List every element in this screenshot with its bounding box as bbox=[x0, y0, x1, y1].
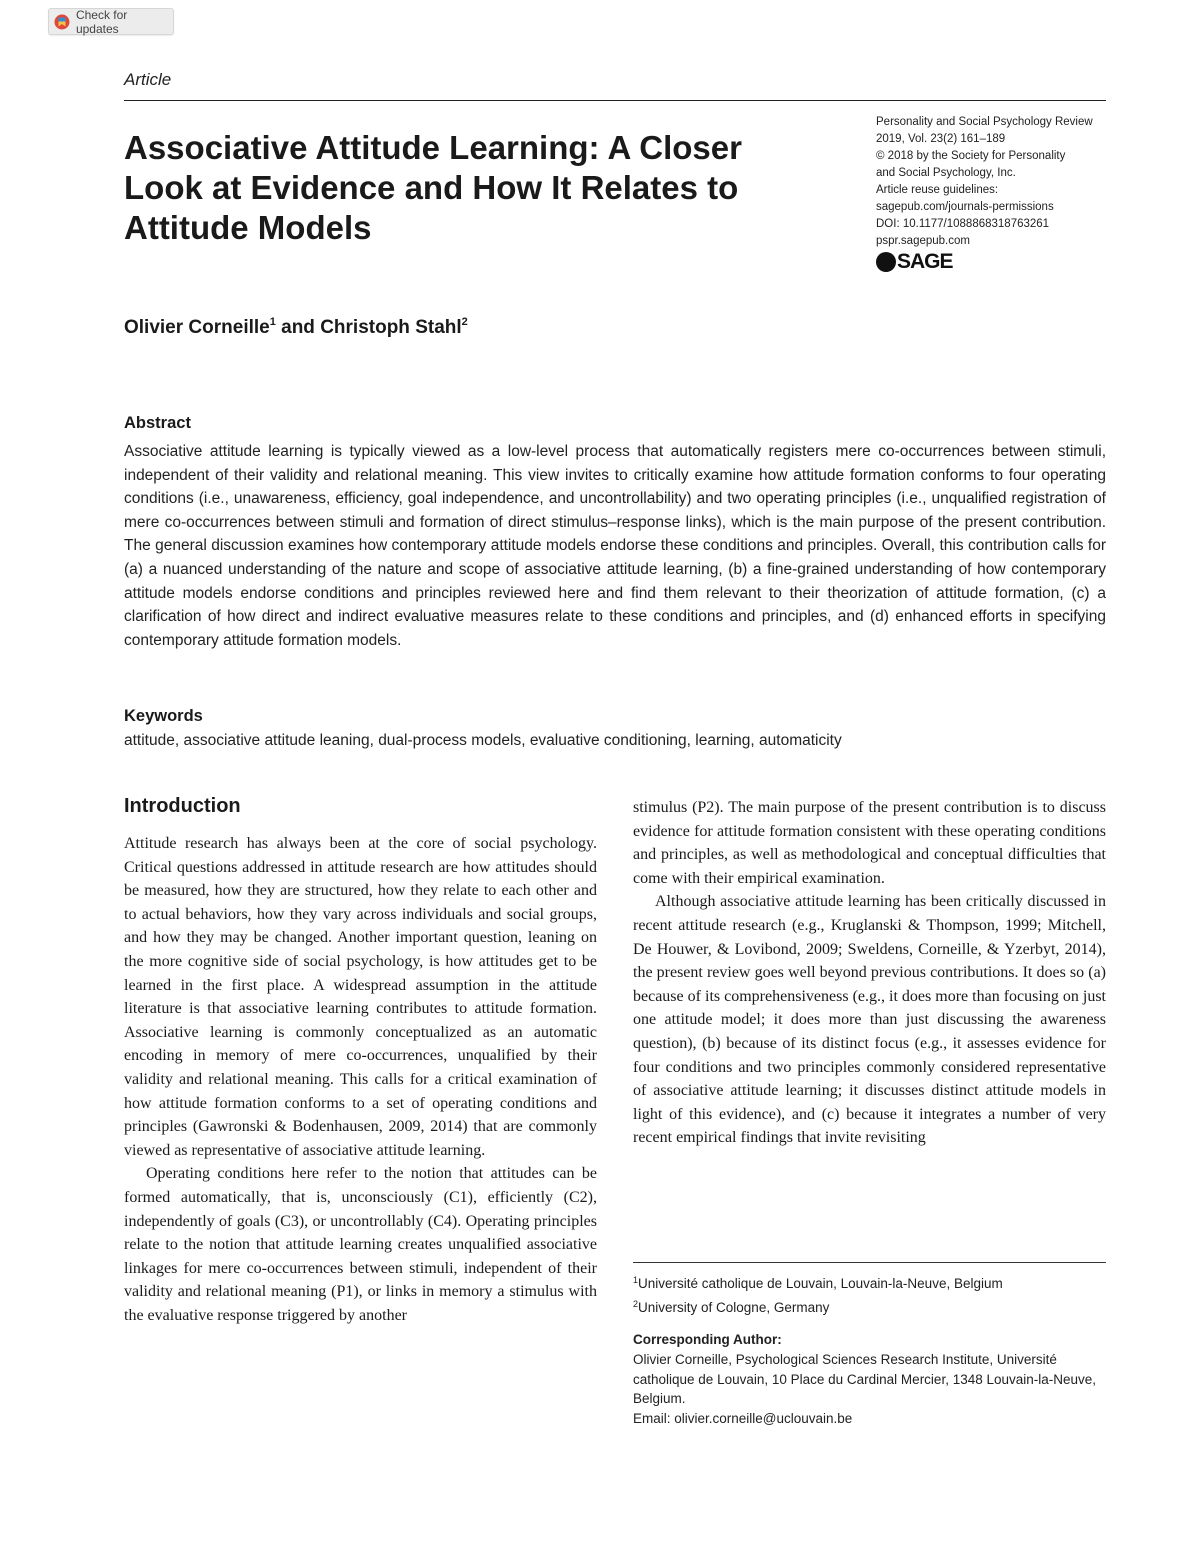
author-1-affiliation: 1 bbox=[269, 316, 276, 328]
intro-paragraph-1: Attitude research has always been at the core of social psychology. Critical questions addressed in attitude research are how attitudes should be measured, how they are structured, how they relate to each other and to actual behaviors, how they vary across individuals and social groups, and how they may be changed. Another important question, leaning on the more cognitive side of social psychology, is how attitudes get to be learned in the first place. A widespread assumption in the attitude literature is that associative learning contributes to attitude formation. Associative learning is commonly conceptualized as an automatic encoding in memory of mere co-occurrences, unqualified by their validity and relational meaning. This calls for a critical examination of how attitude formation conforms to a set of operating conditions and principles (Gawronski & Bodenhausen, 2009, 2014) that are commonly viewed as representative of associative attitude learning. bbox=[124, 835, 597, 1159]
sage-logo-text: SAGE bbox=[897, 250, 953, 273]
keywords-heading: Keywords bbox=[124, 707, 203, 725]
journal-name: Personality and Social Psychology Review bbox=[876, 116, 1093, 128]
introduction-heading: Introduction bbox=[124, 795, 241, 817]
affiliation-2-text: University of Cologne, Germany bbox=[638, 1300, 830, 1315]
affiliation-1-text: Université catholique de Louvain, Louvain-la-Neuve, Belgium bbox=[638, 1276, 1003, 1291]
journal-volume: 2019, Vol. 23(2) 161–189 bbox=[876, 133, 1006, 145]
footnotes bbox=[633, 1270, 1106, 1428]
intro-paragraph-3: stimulus (P2). The main purpose of the present contribution is to discuss evidence for attitude formation consistent with these operating conditions and principles, as well as methodological and conceptual difficulties that come with their empirical examination. bbox=[633, 799, 1106, 887]
journal-copyright: © 2018 by the Society for Personality bbox=[876, 150, 1066, 162]
journal-copyright-cont: and Social Psychology, Inc. bbox=[876, 167, 1016, 179]
header-rule bbox=[124, 100, 1106, 101]
author-joiner: and bbox=[275, 317, 321, 338]
check-for-updates-button[interactable] bbox=[48, 8, 174, 35]
author-2: Christoph Stahl bbox=[320, 317, 462, 338]
keywords-text: attitude, associative attitude leaning, dual-process models, evaluative conditioning, learning, automaticity bbox=[124, 732, 842, 749]
intro-paragraph-4: Although associative attitude learning has been critically discussed in recent attitude research (e.g., Kruglanski & Thompson, 1999; Mitchell, De Houwer, & Lovibond, 2009; Sweldens, Corneille, & Yzerbyt, 2014), the present review goes well beyond previous contributions. It does so (a) because of its comprehensiveness (e.g., it does more than focusing on just one attitude model; it does more than just discussing the awareness question), (b) because of its distinct focus (e.g., it assesses evidence for four conditions and two principles commonly considered representative of associative attitude learning; it discusses distinct attitude models in light of this evidence), and (c) because it integrates a number of very recent empirical findings that invite revisiting bbox=[633, 893, 1106, 1147]
affiliation-2-marker: 2 bbox=[633, 1299, 639, 1309]
reuse-guidelines-link[interactable]: sagepub.com/journals-permissions bbox=[876, 201, 1054, 213]
affiliation-2 bbox=[633, 1294, 1106, 1318]
corresponding-author-heading: Corresponding Author: bbox=[633, 1332, 782, 1347]
sage-mark-icon bbox=[876, 252, 896, 272]
footnote-rule bbox=[633, 1262, 1106, 1263]
abstract-heading: Abstract bbox=[124, 414, 191, 432]
sage-logo bbox=[876, 250, 953, 274]
reuse-guidelines-label: Article reuse guidelines: bbox=[876, 184, 999, 196]
author-2-affiliation: 2 bbox=[461, 316, 468, 328]
journal-info bbox=[876, 114, 1116, 250]
crossmark-icon bbox=[54, 14, 70, 30]
check-for-updates-label: Check for updates bbox=[75, 7, 128, 36]
right-column bbox=[633, 796, 1106, 1150]
affiliation-1-marker: 1 bbox=[633, 1275, 639, 1285]
article-title: Associative Attitude Learning: A Closer Look at Evidence and How It Relates to Attitude Models bbox=[124, 129, 742, 246]
journal-url-link[interactable]: pspr.sagepub.com bbox=[876, 235, 970, 247]
author-1: Olivier Corneille bbox=[124, 317, 270, 338]
corresponding-author-email[interactable]: Email: olivier.corneille@uclouvain.be bbox=[633, 1410, 853, 1426]
abstract-text: Associative attitude learning is typically viewed as a low-level process that automatically registers mere co-occurrences between stimuli, independent of their validity and relational meaning. This view invites to critically examine how attitude formation conforms to four operating conditions (i.e., unawareness, efficiency, goal independence, and uncontrollability) and two operating principles (i.e., unqualified registration of mere co-occurrences between stimuli and formation of direct stimulus–response links), which is the main purpose of the present contribution. The general discussion examines how contemporary attitude models endorse these conditions and principles. Overall, this contribution calls for (a) a nuanced understanding of the nature and scope of associative attitude learning, (b) a fine-grained understanding of how contemporary attitude models endorse conditions and principles reviewed here and find them relevant to their theorization of attitude formation, (c) a clarification of how direct and indirect evaluative measures relate to these conditions and principles, and (d) enhanced efforts in specifying contemporary attitude formation models. bbox=[124, 443, 1106, 649]
article-type-label: Article bbox=[124, 70, 172, 89]
author-line bbox=[124, 316, 468, 339]
left-column bbox=[124, 832, 597, 1327]
intro-paragraph-2: Operating conditions here refer to the notion that attitudes can be formed automatically, that is, unconsciously (C1), efficiently (C2), independently of goals (C3), or uncontrollably (C4). Operating principles relate to the notion that attitude learning creates unqualified associative linkages for mere co-occurrences between stimuli, independent of their validity and relational meaning (P1), or links in memory a stimulus with the evaluative response triggered by another bbox=[124, 1165, 597, 1324]
corresponding-author-address: Olivier Corneille, Psychological Sciences Research Institute, Université catholique de Louvain, 10 Place du Cardinal Mercier, 1348 Louvain-la-Neuve, Belgium. bbox=[633, 1352, 1097, 1406]
affiliation-1 bbox=[633, 1270, 1106, 1294]
doi-link[interactable]: DOI: 10.1177/1088868318763261 bbox=[876, 218, 1050, 230]
